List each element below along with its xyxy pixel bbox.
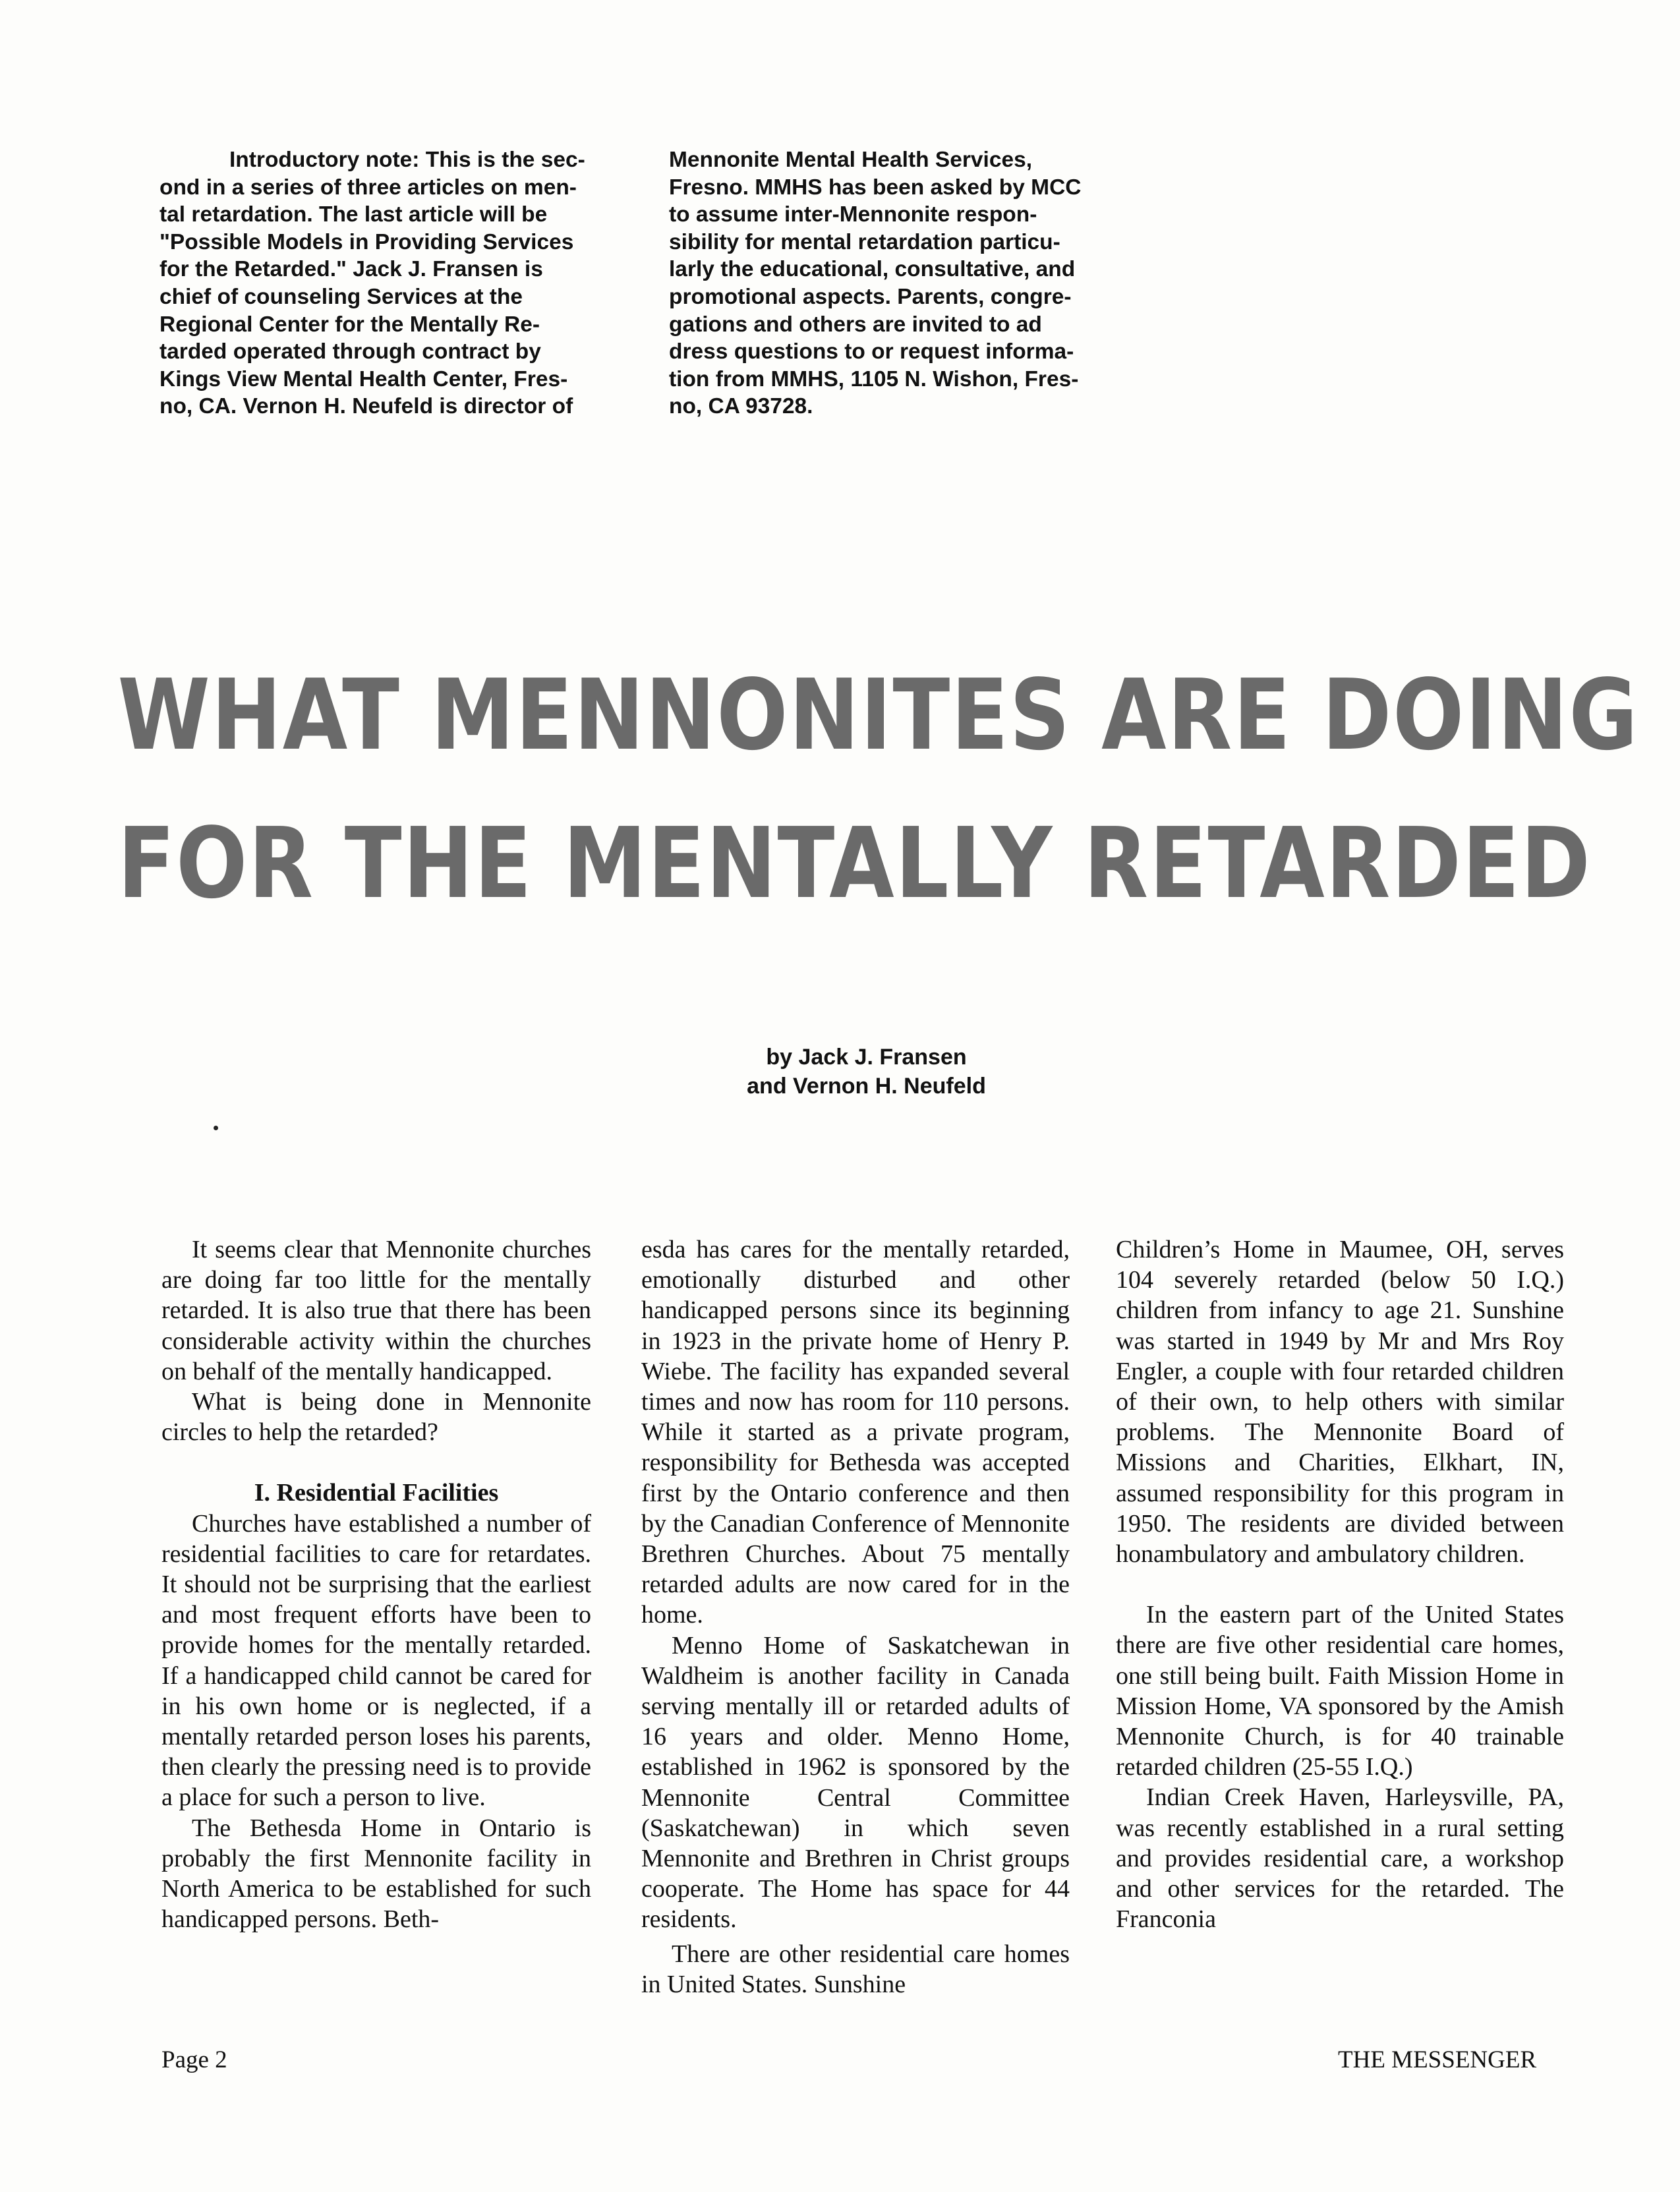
body-column-2 [641, 1234, 1070, 2000]
intro-note-line: ond in a series of three articles on men- [159, 175, 577, 200]
intro-note-line: tarded operated through contract by [159, 339, 541, 364]
section-heading: I. Residential Facilities [254, 1479, 499, 1507]
headline-line-2: FOR THE MENTALLY RETARDED [117, 807, 1592, 920]
intro-note-line: no, CA 93728. [669, 394, 813, 419]
body-paragraph: Children’s Home in Maumee, OH, serves 104 severely retarded (below 50 I.Q.) children from infancy to age 21. Sunshine was started in 1949 by Mr and Mrs Roy Engler, a couple with four retarded children of their own, to help others with similar problems. The Mennonite Board of Missions and Charities, Elkhart, IN, assumed responsibility for this program in 1950. The residents are divided between honambulatory and ambulatory children. [1116, 1236, 1564, 1569]
body-paragraph: In the eastern part of the United States there are five other residential care homes, one still being built. Faith Mission Home in Mission Home, VA sponsored by the Amish Mennonite Church, is for 40 trainable retarded children (25-55 I.Q.) [1116, 1601, 1564, 1781]
ink-speck [214, 1126, 218, 1130]
headline-line-1: WHAT MENNONITES ARE DOING [117, 658, 1639, 772]
intro-note-left-column [159, 146, 631, 420]
intro-note-line: Fresno. MMHS has been asked by MCC [669, 175, 1082, 200]
intro-note-line: sibility for mental retardation particu- [669, 229, 1060, 254]
body-paragraph: esda has cares for the mentally retarded, emotionally disturbed and other handicapped persons since its beginning in 1923 in the private home of Henry P. Wiebe. The facility has expanded several times and now has room for 110 persons. While it started as a private program, responsibility for Bethesda was accepted first by the Ontario conference and then by the Canadian Conference of Mennonite Brethren Churches. About 75 mentally retarded adults are now cared for in the home. [641, 1236, 1070, 1629]
intro-note-line: promotional aspects. Parents, congre- [669, 284, 1072, 309]
intro-note-line: dress questions to or request informa- [669, 339, 1074, 364]
byline-author-1: by Jack J. Fransen [766, 1045, 967, 1070]
intro-note-line: Regional Center for the Mentally Re- [159, 312, 540, 337]
intro-note-line: tion from MMHS, 1105 N. Wishon, Fres- [669, 366, 1079, 391]
paragraph-spacer [1116, 1569, 1564, 1600]
intro-note-line: for the Retarded." Jack J. Fransen is [159, 257, 543, 282]
intro-note-line: gations and others are invited to ad [669, 312, 1042, 337]
intro-note-line: no, CA. Vernon H. Neufeld is director of [159, 394, 573, 419]
body-paragraph: Indian Creek Haven, Harleysville, PA, was recently established in a rural setting and provides residential care, a workshop and other services for the retarded. The Franconia [1116, 1783, 1564, 1934]
intro-note-line: chief of counseling Services at the [159, 284, 523, 309]
intro-note-line: "Possible Models in Providing Services [159, 229, 574, 254]
body-paragraph: Churches have established a number of residential facilities to care for retardates. It should not be surprising that the earliest and most frequent efforts have been to provide homes for the mentally retarded. If a handicapped child cannot be cared for in his own home or is neglected, if a mentally retarded person loses his parents, then clearly the pressing need is to provide a place for such a person to live. [161, 1509, 591, 1812]
intro-note-line: to assume inter-Mennonite respon- [669, 202, 1037, 227]
body-column-3 [1116, 1234, 1564, 1934]
byline-author-2: and Vernon H. Neufeld [747, 1074, 986, 1099]
body-paragraph: It seems clear that Mennonite churches are doing far too little for the mentally retarded. It is also true that there has been considerable activity within the churches on behalf of the mentally handicapped. [161, 1236, 591, 1385]
body-paragraph: Menno Home of Saskatchewan in Waldheim is another facility in Canada serving mentally ill or retarded adults of 16 years and older. Menno Home, established in 1962 is sponsored by the Mennonite Central Committee (Saskatchewan) in which seven Mennonite and Brethren in Christ groups cooperate. The Home has space for 44 residents. [641, 1631, 1070, 1934]
body-paragraph: The Bethesda Home in Ontario is probably the first Mennonite facility in North America to be established for such handicapped persons. Beth- [161, 1814, 591, 1934]
intro-note-line: larly the educational, consultative, and [669, 257, 1076, 282]
body-paragraph: What is being done in Mennonite circles to help the retarded? [161, 1388, 591, 1447]
intro-note-line: Mennonite Mental Health Services, [669, 148, 1033, 172]
intro-note-line: Introductory note: This is the sec- [229, 148, 585, 172]
publication-name: THE MESSENGER [1338, 2046, 1537, 2073]
body-paragraph: There are other residential care homes in United States. Sunshine [641, 1940, 1070, 1998]
paragraph-spacer [161, 1447, 591, 1478]
intro-note-line: Kings View Mental Health Center, Fres- [159, 366, 568, 391]
intro-note-right-column [669, 146, 1126, 420]
body-column-1 [161, 1234, 591, 1934]
intro-note-line: tal retardation. The last article will be [159, 202, 548, 227]
page-number: Page 2 [161, 2046, 227, 2073]
